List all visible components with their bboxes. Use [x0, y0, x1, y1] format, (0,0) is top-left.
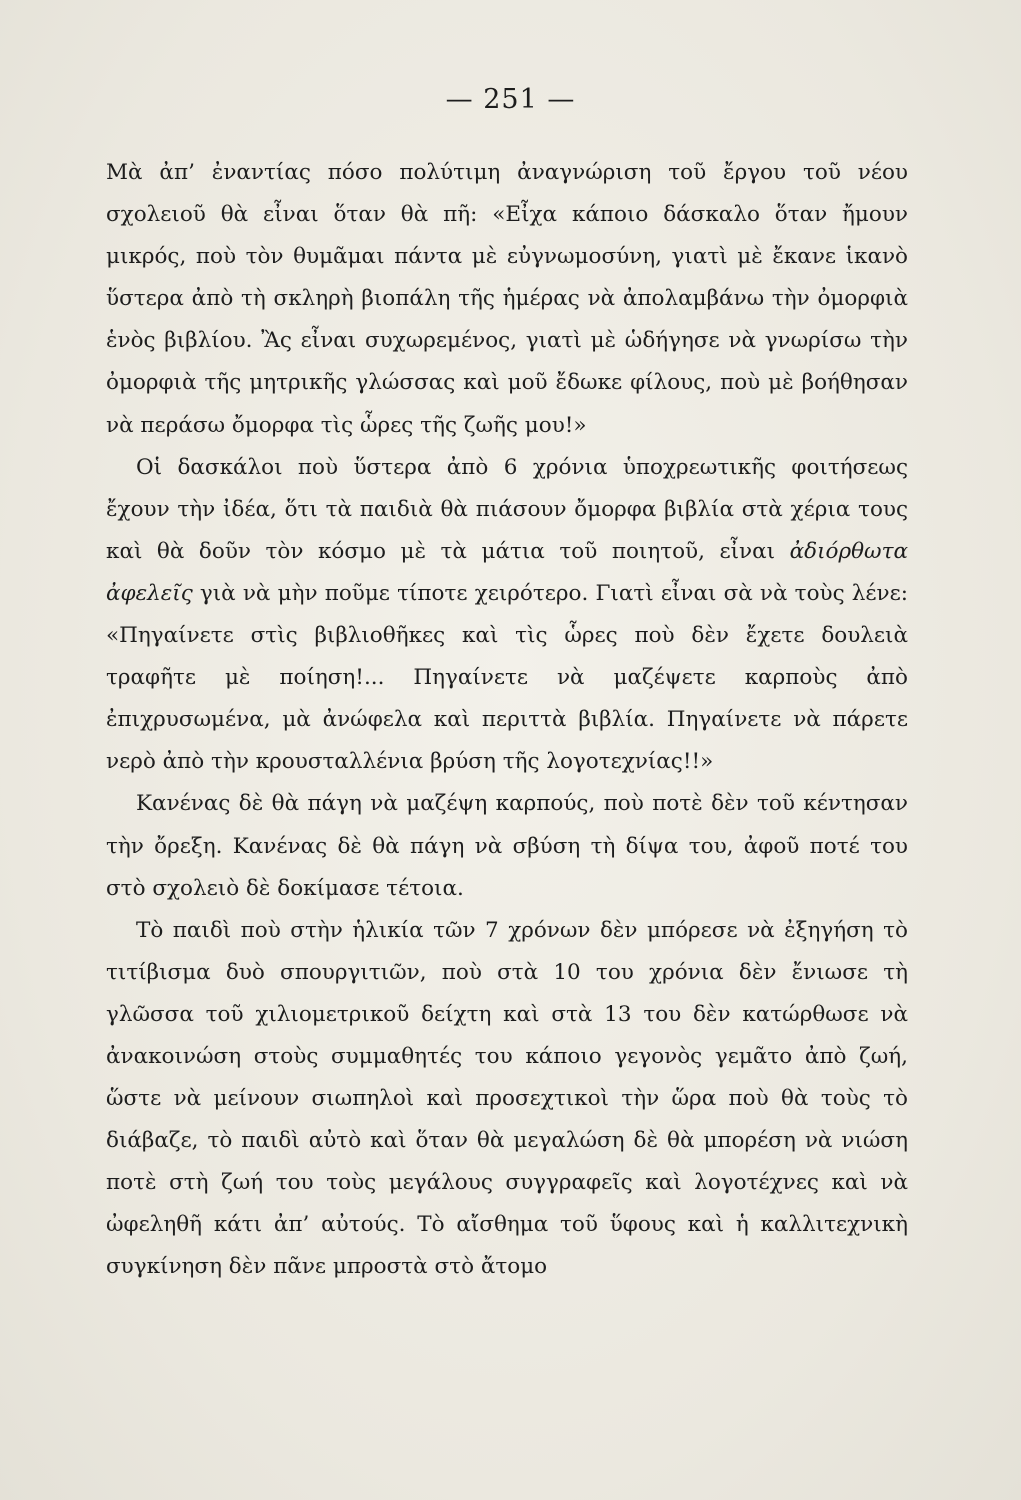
paragraph-2-italic-phrase: ἀδιόρθωτα ἀφελεῖς: [106, 538, 908, 606]
paragraph-4: Τὸ παιδὶ ποὺ στὴν ἡλικία τῶν 7 χρόνων δὲν μπόρεσε νὰ ἐξηγήση τὸ τιτίβισμα δυὸ σπουργιτιῶν, ποὺ στὰ 10 του χρόνια δὲν ἔνιωσε τὴ γλῶσσα τοῦ χιλιομετρικοῦ δείχτη καὶ στὰ 13 του δὲν κατώρθωσε νὰ ἀνακοινώση στοὺς συμμαθητές του κάποιο γεγονὸς γεμᾶτο ἀπὸ ζωή, ὥστε νὰ μείνουν σιωπηλοὶ καὶ προσεχτικοὶ τὴν ὥρα ποὺ θὰ τοὺς τὸ διάβαζε, τὸ παιδὶ αὐτὸ καὶ ὅταν θὰ μεγαλώση δὲ θὰ μπορέση νὰ νιώση ποτὲ στὴ ζωή του τοὺς μεγάλους συγγραφεῖς καὶ λογοτέχνες καὶ νὰ ὠφεληθῆ κάτι ἀπ’ αὐτούς. Τὸ αἴσθημα τοῦ ὕφους καὶ ἡ καλλιτεχνικὴ συγκίνηση δὲν πᾶνε μπροστὰ στὸ ἄτομο: [106, 917, 908, 1280]
paragraph-3: Κανένας δὲ θὰ πάγη νὰ μαζέψη καρπούς, ποὺ ποτὲ δὲν τοῦ κέντησαν τὴν ὄρεξη. Κανένας δὲ θὰ πάγη νὰ σβύση τὴ δίψα του, ἀφοῦ ποτέ του στὸ σχολειὸ δὲ δοκίμασε τέτοια.: [106, 791, 908, 901]
paragraph-2: [106, 447, 908, 784]
page-number: — 251 —: [445, 84, 576, 115]
paragraph-2-text-before: Οἱ δασκάλοι ποὺ ὕστερα ἀπὸ 6 χρόνια ὑποχρεωτικῆς φοιτήσεως ἔχουν τὴν ἰδέα, ὅτι τὰ παιδιὰ θὰ πιάσουν ὄμορφα βιβλία στὰ χέρια τους καὶ θὰ δοῦν τὸν κόσμο μὲ τὰ μάτια τοῦ ποιητοῦ, εἶναι: [106, 454, 908, 564]
paragraph-2-text-after: γιὰ νὰ μὴν ποῦμε τίποτε χειρότερο. Γιατὶ εἶναι σὰ νὰ τοὺς λένε: «Πηγαίνετε στὶς βιβλιοθῆκες καὶ τὶς ὧρες ποὺ δὲν ἔχετε δουλειὰ τραφῆτε μὲ ποίηση!... Πηγαίνετε νὰ μαζέψετε καρποὺς ἀπὸ ἐπιχρυσωμένα, μὰ ἀνώφελα καὶ περιττὰ βιβλία. Πηγαίνετε νὰ πάρετε νερὸ ἀπὸ τὴν κρουσταλλένια βρύση τῆς λογοτεχνίας!!»: [106, 580, 908, 775]
paragraph-1: Μὰ ἀπ’ ἐναντίας πόσο πολύτιμη ἀναγνώριση τοῦ ἔργου τοῦ νέου σχολειοῦ θὰ εἶναι ὅταν θὰ πῆ: «Εἶχα κάποιο δάσκαλο ὅταν ἤμουν μικρός, ποὺ τὸν θυμᾶμαι πάντα μὲ εὐγνωμοσύνη, γιατὶ μὲ ἔκανε ἱκανὸ ὕστερα ἀπὸ τὴ σκληρὴ βιοπάλη τῆς ἡμέρας νὰ ἀπολαμβάνω τὴν ὀμορφιὰ ἑνὸς βιβλίου. Ἂς εἶναι συχωρεμένος, γιατὶ μὲ ὡδήγησε νὰ γνωρίσω τὴν ὀμορφιὰ τῆς μητρικῆς γλώσσας καὶ μοῦ ἔδωκε φίλους, ποὺ μὲ βοήθησαν νὰ περάσω ὄμορφα τὶς ὧρες τῆς ζωῆς μου!»: [106, 160, 908, 438]
body-text: [106, 152, 908, 1289]
